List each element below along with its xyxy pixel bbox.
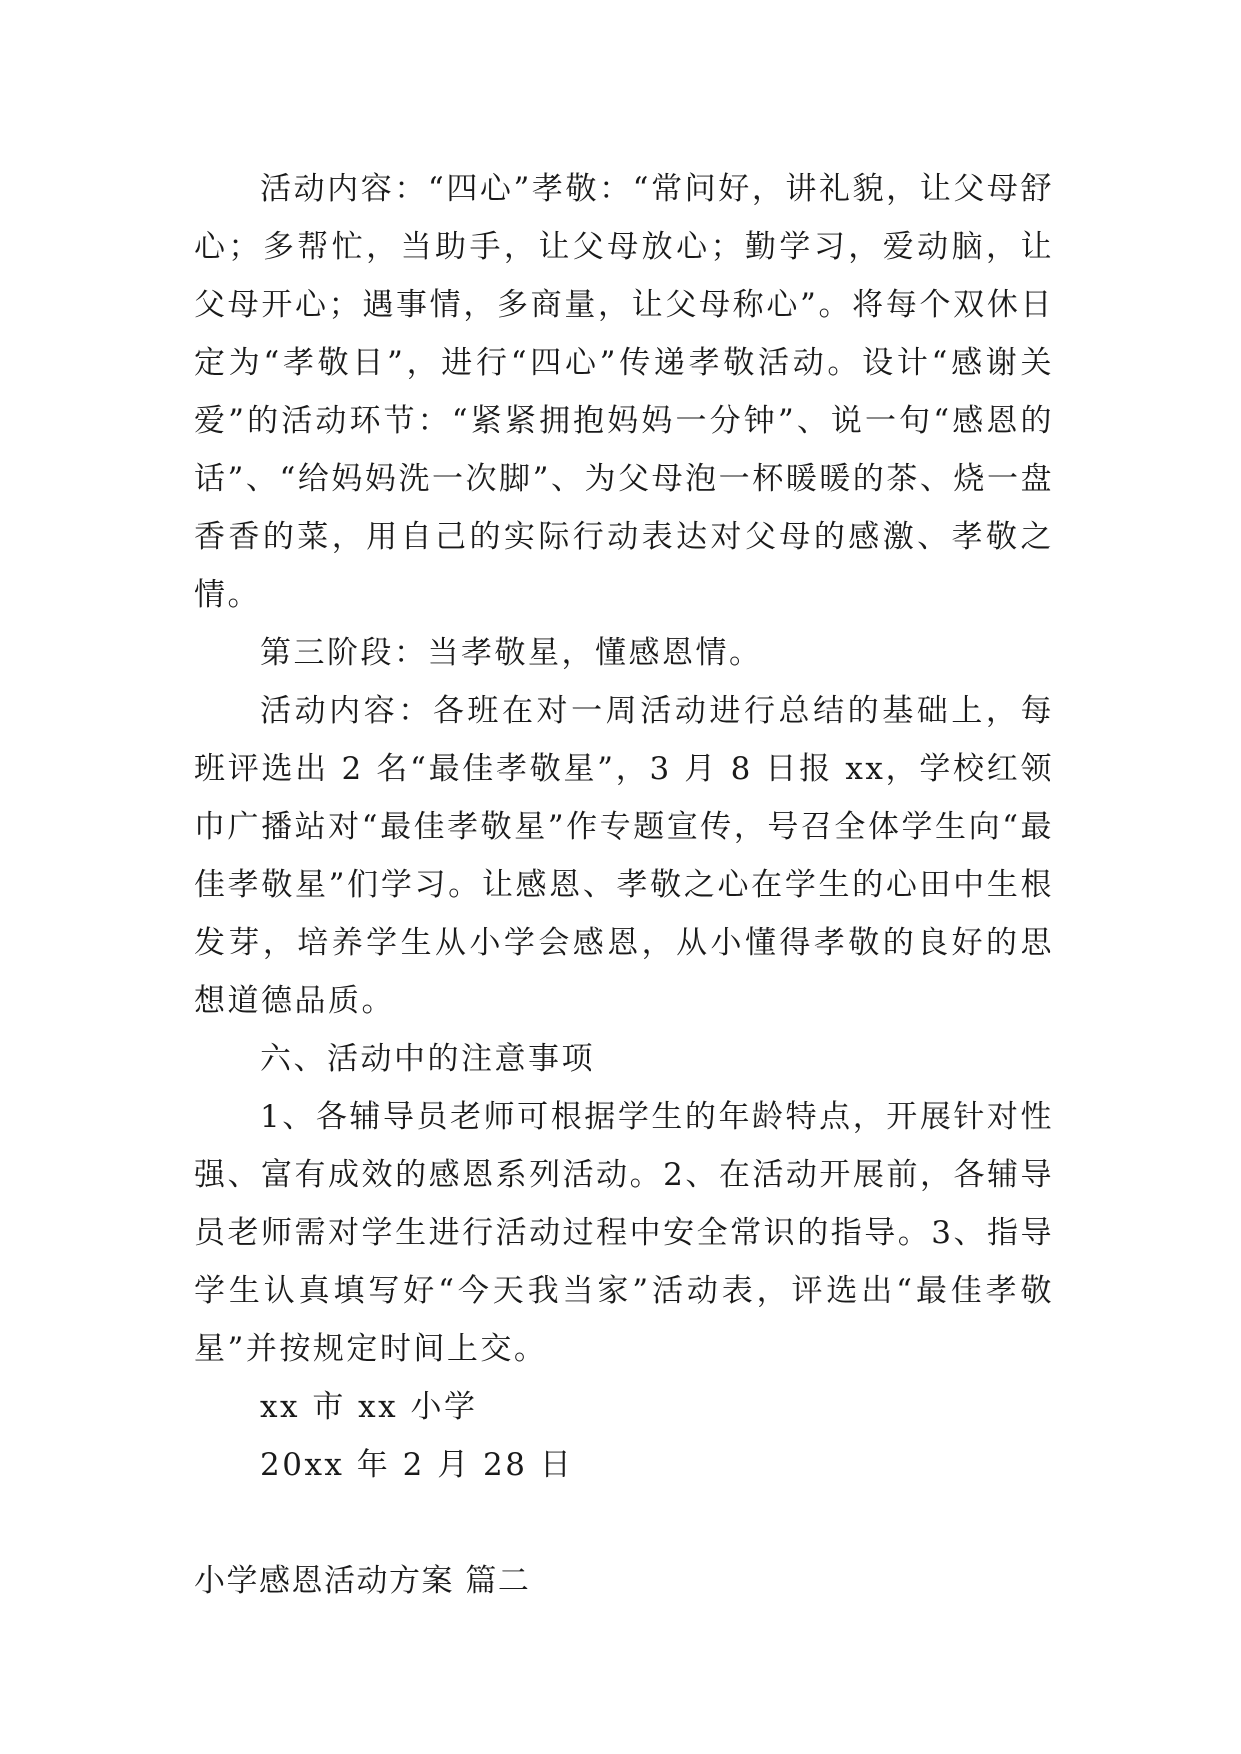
paragraph-activity-content-stars: 活动内容：各班在对一周活动进行总结的基础上，每班评选出 2 名“最佳孝敬星”，3 月 8 日报 xx，学校红领巾广播站对“最佳孝敬星”作专题宣传，号召全体学生向“最佳孝敬星”们学习。让感恩、孝敬之心在学生的心田中生根发芽，培养学生从小学会感恩，从小懂得孝敬的良好的思想道德品质。	[194, 693, 1054, 1019]
blank-line	[194, 1494, 1054, 1552]
document-body	[194, 160, 1054, 1610]
section-title: 小学感恩活动方案 篇二	[194, 1563, 531, 1599]
paragraph-stage-three: 第三阶段：当孝敬星，懂感恩情。	[260, 635, 763, 671]
paragraph-heading-notes: 六、活动中的注意事项	[260, 1041, 595, 1077]
signature-school: xx 市 xx 小学	[260, 1389, 478, 1425]
paragraph-notes-list: 1、各辅导员老师可根据学生的年龄特点，开展针对性强、富有成效的感恩系列活动。2、在活动开展前，各辅导员老师需对学生进行活动过程中安全常识的指导。3、指导学生认真填写好“今天我当家”活动表，评选出“最佳孝敬星”并按规定时间上交。	[194, 1099, 1054, 1367]
signature-date: 20xx 年 2 月 28 日	[260, 1447, 574, 1483]
paragraph-activity-content-four-hearts: 活动内容：“四心”孝敬：“常问好，讲礼貌，让父母舒心；多帮忙，当助手，让父母放心；勤学习，爱动脑，让父母开心；遇事情，多商量，让父母称心”。将每个双休日定为“孝敬日”，进行“四心”传递孝敬活动。设计“感谢关爱”的活动环节：“紧紧拥抱妈妈一分钟”、说一句“感恩的话”、“给妈妈洗一次脚”、为父母泡一杯暖暖的茶、烧一盘香香的菜，用自己的实际行动表达对父母的感激、孝敬之情。	[194, 171, 1054, 613]
